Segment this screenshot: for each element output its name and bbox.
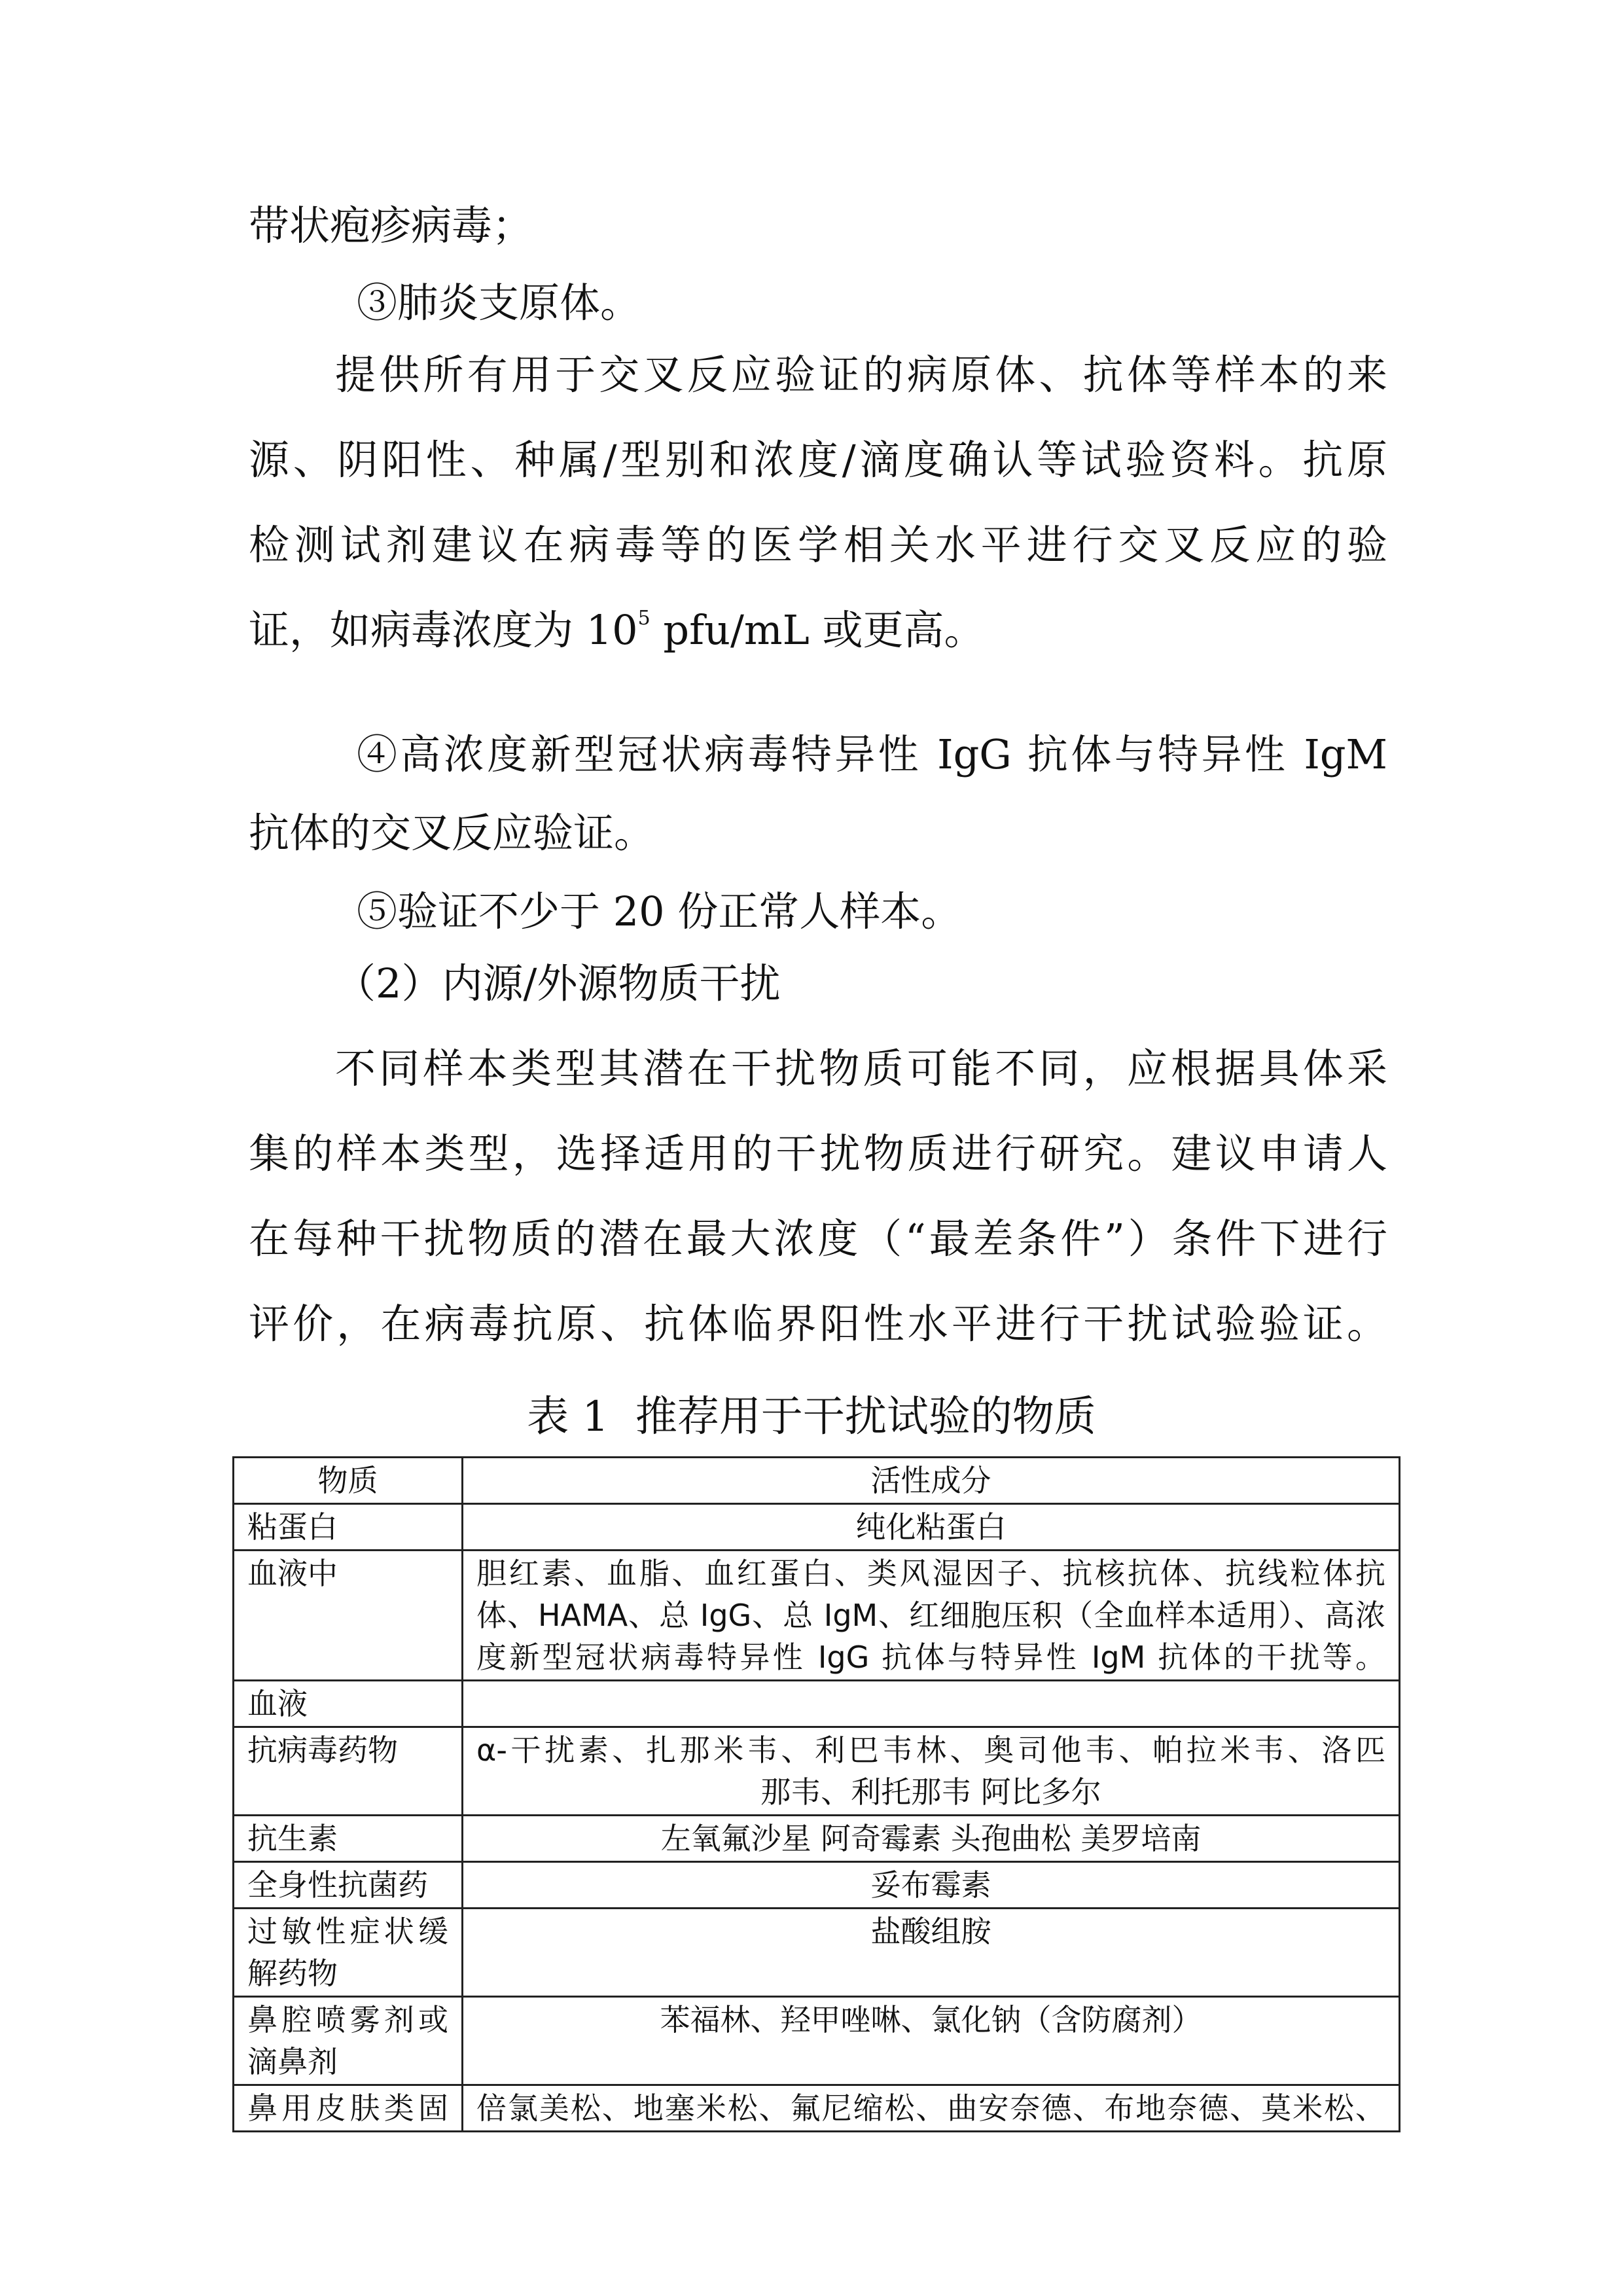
table-row — [234, 1727, 1400, 1816]
paragraph-line: 不同样本类型其潜在干扰物质可能不同，应根据具体采 — [335, 1045, 1387, 1092]
ingredient-cell — [463, 1681, 1400, 1727]
substance-cell — [234, 1997, 463, 2085]
ingredient-cell — [463, 1862, 1400, 1909]
cell-text: α-干扰素、扎那米韦、利巴韦林、奥司他韦、帕拉米韦、洛匹 — [476, 1732, 1385, 1768]
paragraph-line: 集的样本类型，选择适用的干扰物质进行研究。建议申请人 — [249, 1130, 1387, 1177]
section-heading: （2）内源/外源物质干扰 — [335, 960, 781, 1007]
paragraph-line: 检测试剂建议在病毒等的医学相关水平进行交叉反应的验 — [249, 521, 1387, 569]
table-row — [234, 1997, 1400, 2085]
cell-text: 左氧氟沙星 阿奇霉素 头孢曲松 美罗培南 — [660, 1821, 1202, 1856]
table-row — [234, 1909, 1400, 1997]
paragraph-line: 源、阴阳性、种属/型别和浓度/滴度确认等试验资料。抗原 — [249, 436, 1387, 484]
substance-cell — [234, 2085, 463, 2132]
cell-text — [476, 1683, 1385, 1725]
cell-text: 过敏性症状缓 — [247, 1914, 448, 1949]
header-substance: 物质 — [234, 1458, 463, 1504]
cell-text: 鼻用皮肤类固 — [247, 2090, 448, 2126]
paragraph-line: 评价，在病毒抗原、抗体临界阳性水平进行干扰试验验证。 — [249, 1300, 1387, 1348]
substance-cell — [234, 1681, 463, 1727]
cell-text: 血液中 — [247, 1556, 338, 1591]
substance-cell — [234, 1551, 463, 1681]
table-header-row — [234, 1458, 1400, 1504]
cell-text: 盐酸组胺 — [870, 1914, 991, 1949]
paragraph-line: 带状疱疹病毒； — [249, 202, 533, 249]
ingredient-cell — [463, 1909, 1400, 1997]
ingredient-cell — [463, 1997, 1400, 2085]
cell-text: 血液 — [247, 1686, 308, 1721]
cell-text: 纯化粘蛋白 — [855, 1509, 1007, 1545]
substance-cell — [234, 1816, 463, 1862]
cell-text: 那韦、利托那韦 阿比多尔 — [760, 1774, 1101, 1810]
substance-cell — [234, 1504, 463, 1551]
text-run: pfu/mL 或更高。 — [650, 606, 985, 654]
table-caption: 表 1 推荐用于干扰试验的物质 — [527, 1393, 1096, 1441]
substance-cell — [234, 1727, 463, 1816]
cell-text: 抗病毒药物 — [247, 1732, 398, 1768]
ingredient-cell — [463, 1551, 1400, 1681]
table-row — [234, 2085, 1400, 2132]
table-row — [234, 1862, 1400, 1909]
paragraph-line — [249, 601, 1387, 660]
list-item-4: ④高浓度新型冠状病毒特异性 IgG 抗体与特异性 IgM — [357, 730, 1387, 778]
text-run: 证，如病毒浓度为 10 — [249, 606, 638, 654]
table-row — [234, 1681, 1400, 1727]
list-item-5: ⑤验证不少于 20 份正常人样本。 — [357, 888, 962, 935]
substance-cell — [234, 1909, 463, 1997]
cell-text: 胆红素、血脂、血红蛋白、类风湿因子、抗核抗体、抗线粒体抗 — [476, 1556, 1385, 1591]
ingredient-cell — [463, 1816, 1400, 1862]
cell-text: 妥布霉素 — [870, 1867, 991, 1903]
ingredient-cell — [463, 2085, 1400, 2132]
paragraph-line: 提供所有用于交叉反应验证的病原体、抗体等样本的来 — [335, 351, 1387, 399]
cell-text: 倍氯美松、地塞米松、氟尼缩松、曲安奈德、布地奈德、莫米松、 — [476, 2090, 1385, 2126]
list-item-3: ③肺炎支原体。 — [357, 279, 641, 327]
ingredient-cell — [463, 1727, 1400, 1816]
table-row — [234, 1816, 1400, 1862]
cell-text: 全身性抗菌药 — [247, 1867, 428, 1903]
header-ingredient: 活性成分 — [463, 1458, 1400, 1504]
cell-text: 解药物 — [247, 1956, 338, 1991]
substance-cell — [234, 1862, 463, 1909]
table-row — [234, 1504, 1400, 1551]
cell-text: 苯福林、羟甲唑啉、氯化钠（含防腐剂） — [660, 2002, 1202, 2037]
cell-text: 抗生素 — [247, 1821, 338, 1856]
paragraph-line: 在每种干扰物质的潜在最大浓度（“最差条件”）条件下进行 — [249, 1215, 1387, 1263]
cell-text: 鼻腔喷雾剂或 — [247, 2002, 448, 2037]
cell-text: 粘蛋白 — [247, 1509, 338, 1545]
ingredient-cell — [463, 1504, 1400, 1551]
paragraph-line: 抗体的交叉反应验证。 — [249, 809, 655, 857]
cell-text: 滴鼻剂 — [247, 2044, 338, 2079]
cell-text: 度新型冠状病毒特异性 IgG 抗体与特异性 IgM 抗体的干扰等。 — [476, 1640, 1385, 1675]
superscript-exponent: 5 — [637, 607, 651, 630]
cell-text: 体、HAMA、总 IgG、总 IgM、红细胞压积（全血样本适用）、高浓 — [476, 1598, 1385, 1633]
table-row — [234, 1551, 1400, 1681]
interference-table — [232, 1456, 1400, 2132]
